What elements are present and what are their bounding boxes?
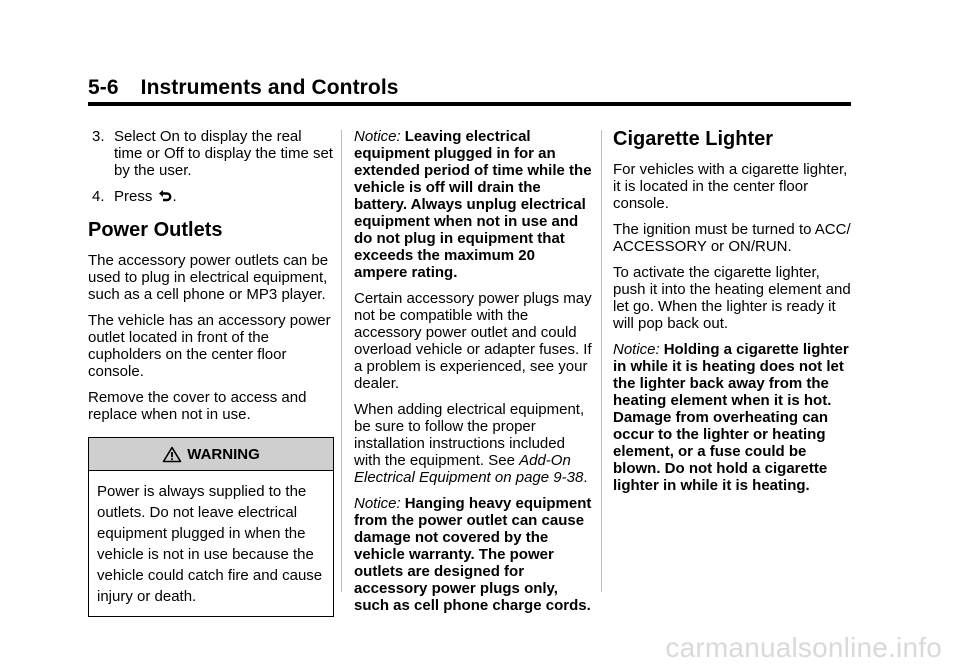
paragraph: Remove the cover to access and replace when not in use. [88, 389, 307, 423]
warning-body: Power is always supplied to the outlets. Do not leave electrical equipment plugged in when the vehicle is not in use because the vehicle could catch fire and cause injury or death. [97, 483, 323, 605]
header-rule [88, 102, 851, 106]
step-number: 3. [92, 128, 105, 145]
paragraph: The accessory power outlets can be used to plug in electrical equipment, such as a cell phone or MP3 player. [88, 252, 329, 303]
notice-paragraph [354, 128, 592, 281]
paragraph-end: . [583, 469, 588, 486]
page-header [88, 76, 399, 100]
section-title-cigarette-lighter: Cigarette Lighter [613, 128, 774, 150]
column-1 [88, 128, 334, 617]
column-2 [354, 128, 592, 623]
paragraph: The vehicle has an accessory power outlet located in front of the cupholders on the center floor console. [88, 312, 331, 380]
section-title-power-outlets: Power Outlets [88, 219, 223, 241]
column-divider-2 [601, 130, 602, 592]
paragraph: Certain accessory power plugs may not be compatible with the accessory power outlet and could overload vehicle or adapter fuses. If a problem is experienced, see your dealer. [354, 290, 592, 392]
warning-title: WARNING [187, 445, 260, 463]
notice-text: Leaving electrical equipment plugged in for an extended period of time while the vehicle is off will drain the battery. Always unplug electrical equipment when not in use and do not plug in equipment that exceeds the maximum 20 ampere rating. [354, 128, 592, 281]
paragraph-text: When adding electrical equipment, be sure to follow the proper installation instructions included with the equipment. See [354, 401, 585, 469]
notice-paragraph [613, 341, 853, 494]
notice-paragraph [354, 495, 592, 614]
paragraph: To activate the cigarette lighter, push it into the heating element and let go. When the lighter is ready it will pop back out. [613, 264, 851, 332]
step-4 [88, 188, 334, 205]
notice-label: Notice: [613, 341, 660, 358]
notice-label: Notice: [354, 128, 401, 145]
notice-text: Hanging heavy equipment from the power outlet can cause damage not covered by the vehicle warranty. The power outlets are designed for accessory power plugs only, such as cell phone charge cords. [354, 495, 592, 614]
chapter-title: Instruments and Controls [140, 76, 399, 99]
steps-list [88, 128, 334, 205]
column-divider-1 [341, 130, 342, 592]
step-number: 4. [92, 188, 105, 205]
paragraph: For vehicles with a cigarette lighter, it is located in the center floor console. [613, 161, 848, 212]
warning-header [89, 438, 333, 471]
paragraph: The ignition must be turned to ACC/ ACCESSORY or ON/RUN. [613, 221, 851, 255]
paragraph-with-reference [354, 401, 592, 486]
watermark: carmanualsonline.info [665, 632, 942, 663]
cross-reference-link[interactable]: Add-On Electrical Equipment on page 9-38 [354, 452, 584, 486]
page-number: 5-6 [88, 76, 119, 99]
warning-triangle-icon [162, 446, 182, 463]
notice-label: Notice: [354, 495, 401, 512]
step-text: Press [114, 188, 153, 205]
step-text: Select On to display the real time or Off to display the time set by the user. [114, 128, 333, 179]
column-3 [613, 128, 853, 503]
warning-box [88, 437, 334, 617]
notice-text: Holding a cigarette lighter in while it is heating does not let the lighter back away from the heating element when it is hot. Damage from overheating can occur to the lighter or heating element, or a fuse could be blown. Do not hold a cigarette lighter in while it is heating. [613, 341, 849, 494]
back-arrow-icon [158, 189, 173, 202]
step-text-end: . [172, 188, 177, 205]
step-3 [88, 128, 334, 179]
